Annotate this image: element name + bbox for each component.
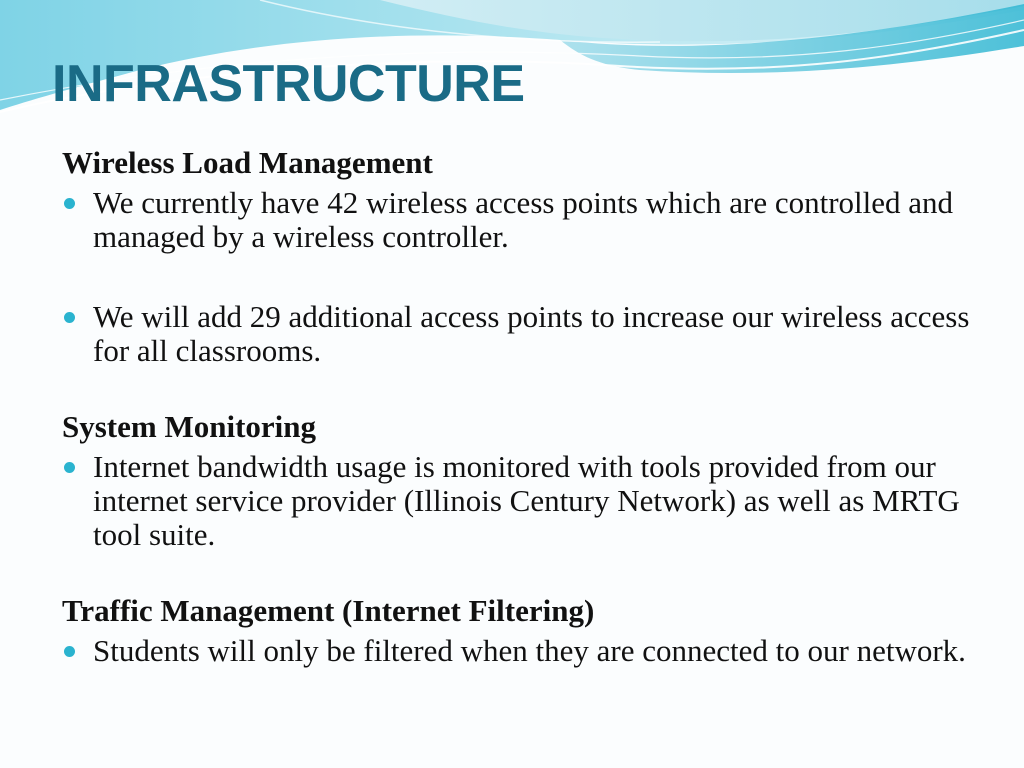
bullet-dot-icon (64, 646, 75, 657)
bullet-text: Internet bandwidth usage is monitored with tools provided from our internet service provider (Illinois Century Network) as well as MRTG tool suite. (93, 449, 960, 552)
section-heading-traffic: Traffic Management (Internet Filtering) (62, 593, 595, 628)
section-heading-monitoring: System Monitoring (62, 409, 317, 444)
bullet-item (62, 450, 982, 552)
bullet-item (62, 634, 982, 668)
bullet-item (62, 300, 982, 368)
bullet-text: We currently have 42 wireless access points which are controlled and managed by a wireless controller. (93, 185, 954, 254)
bullet-dot-icon (64, 312, 75, 323)
bullet-text: Students will only be filtered when they are connected to our network. (93, 633, 966, 668)
slide-title: INFRASTRUCTURE (52, 55, 525, 113)
bullet-item (62, 186, 982, 254)
bullet-text: We will add 29 additional access points to increase our wireless access for all classrooms. (93, 299, 970, 368)
section-heading-wireless: Wireless Load Management (62, 145, 433, 180)
bullet-dot-icon (64, 198, 75, 209)
bullet-dot-icon (64, 462, 75, 473)
slide-body (62, 146, 982, 668)
